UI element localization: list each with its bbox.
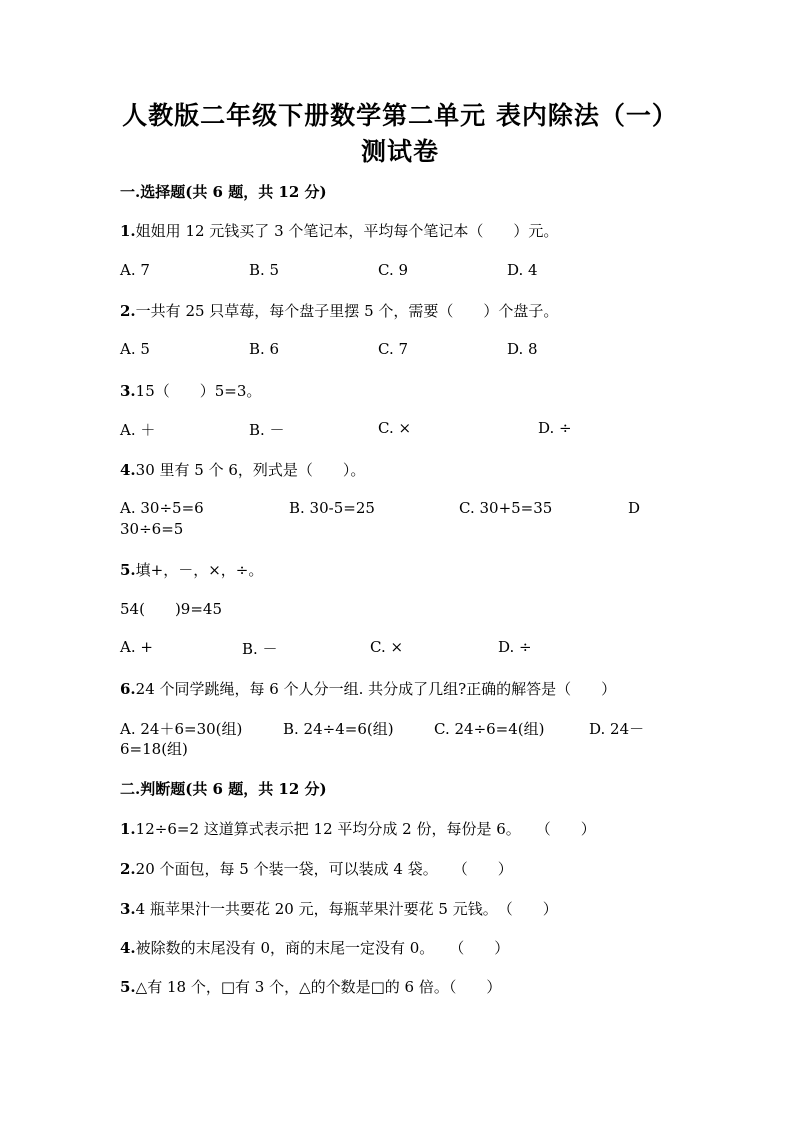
question-text: 一共有 25 只草莓，每个盘子里摆 5 个，需要（ ）个盘子。 — [135, 302, 559, 320]
question-number: 2. — [120, 860, 136, 878]
question-text: 12÷6=2 这道算式表示把 12 平均分成 2 份，每份是 6。 （ ） — [135, 820, 596, 838]
question-number: 1. — [120, 222, 136, 240]
question-text: 30 里有 5 个 6，列式是（ ）。 — [135, 461, 366, 479]
option-a: A. 5 — [120, 340, 150, 358]
question-text: 20 个面包，每 5 个装一袋，可以装成 4 袋。 （ ） — [135, 860, 513, 878]
question-number: 3. — [120, 382, 136, 400]
question-number: 2. — [120, 302, 136, 320]
option-b: B. － — [249, 421, 285, 439]
option-a: A. 7 — [120, 261, 150, 279]
option-b: B. 30-5=25 — [289, 499, 375, 517]
question-number: 6. — [120, 680, 136, 698]
option-b: B. 5 — [249, 261, 280, 279]
question-2 — [120, 300, 558, 321]
question-number: 5. — [120, 978, 136, 996]
question-4 — [120, 459, 365, 480]
question-text: 24 个同学跳绳，每 6 个人分一组. 共分成了几组?正确的解答是（ ） — [135, 680, 617, 698]
option-b: B. 24÷4=6(组) — [283, 720, 394, 738]
question-text: 15（ ）5=3。 — [135, 382, 262, 400]
question-text: 填+，－，×，÷。 — [135, 561, 264, 579]
question-number: 4. — [120, 939, 136, 957]
option-d: D. 4 — [507, 261, 538, 279]
question-1 — [120, 220, 558, 241]
section-heading-choice: 一.选择题(共 6 题，共 12 分) — [120, 183, 327, 201]
option-a: A. 24＋6=30(组) — [120, 720, 243, 738]
question-text: 姐姐用 12 元钱买了 3 个笔记本，平均每个笔记本（ ）元。 — [135, 222, 559, 240]
judge-question-2 — [120, 858, 513, 879]
question-text: 被除数的末尾没有 0，商的末尾一定没有 0。 （ ） — [135, 939, 510, 957]
question-expression: 54( )9=45 — [120, 600, 222, 618]
option-a: A. 30÷5=6 — [120, 499, 204, 517]
option-d-wrap: 30÷6=5 — [120, 520, 184, 538]
option-d: D. ÷ — [498, 638, 532, 656]
option-d: D. 24－ — [589, 720, 645, 738]
page-subtitle: 测试卷 — [360, 137, 439, 166]
option-d: D — [628, 499, 641, 517]
judge-question-1 — [120, 818, 596, 839]
page-title: 人教版二年级下册数学第二单元 表内除法（一） — [122, 101, 678, 130]
judge-question-3 — [120, 898, 558, 919]
question-number: 4. — [120, 461, 136, 479]
judge-question-4 — [120, 937, 509, 958]
question-text: 4 瓶苹果汁一共要花 20 元，每瓶苹果汁要花 5 元钱。 （ ） — [135, 900, 558, 918]
option-d: D. ÷ — [538, 419, 572, 437]
option-c: C. 7 — [378, 340, 409, 358]
option-c: C. × — [378, 419, 412, 437]
option-a: A. ＋ — [120, 421, 156, 439]
question-number: 1. — [120, 820, 136, 838]
question-3 — [120, 380, 261, 401]
section-heading-judge: 二.判断题(共 6 题，共 12 分) — [120, 780, 327, 798]
option-c: C. 24÷6=4(组) — [434, 720, 545, 738]
question-number: 5. — [120, 561, 136, 579]
option-b: B. 6 — [249, 340, 280, 358]
option-c: C. × — [370, 638, 404, 656]
option-c: C. 9 — [378, 261, 409, 279]
question-5 — [120, 559, 263, 580]
option-c: C. 30+5=35 — [459, 499, 553, 517]
question-6 — [120, 678, 616, 699]
option-d-wrap: 6=18(组) — [120, 740, 188, 758]
question-text: △有 18 个，□有 3 个，△的个数是□的 6 倍。（ ） — [135, 978, 502, 996]
judge-question-5 — [120, 976, 501, 997]
option-d: D. 8 — [507, 340, 538, 358]
option-a: A. + — [120, 638, 153, 656]
option-b: B. － — [242, 640, 278, 658]
question-number: 3. — [120, 900, 136, 918]
